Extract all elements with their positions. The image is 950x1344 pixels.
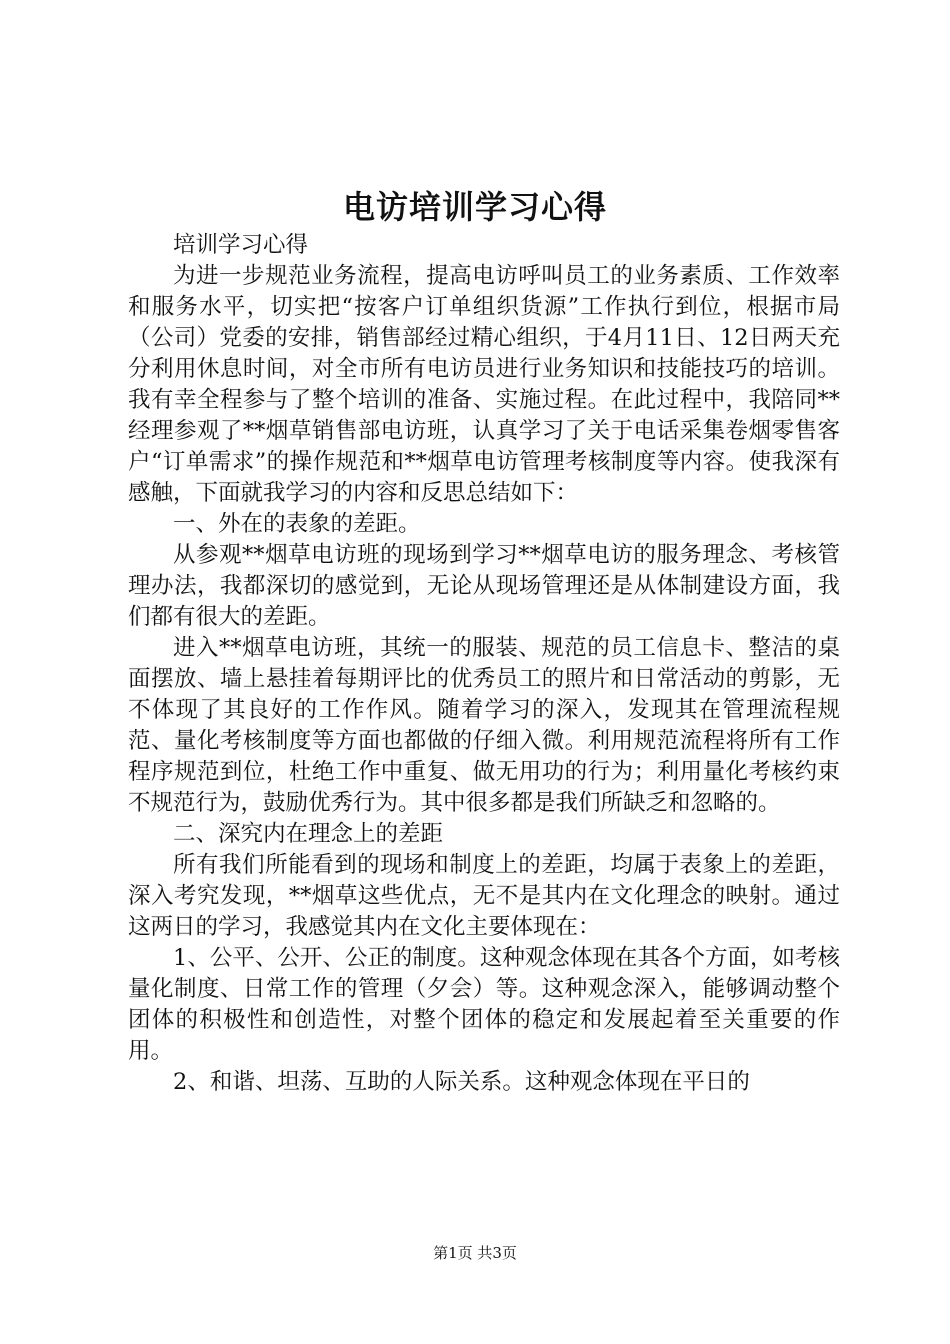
- section-heading-2: 二、深究内在理念上的差距: [173, 821, 444, 847]
- paragraph-subtitle: 培训学习心得: [173, 232, 309, 258]
- document-title: 电访培训学习心得: [342, 188, 607, 226]
- list-item: 1、公平、公开、公正的制度。这种观念体现在其各个方面，如考核量化制度、日常工作的管理（夕会）等。这种观念深入，能够调动整个团体的积极性和创造性，对整个团体的稳定和发展起着至关重要的作用。: [128, 945, 840, 1064]
- document-body: [128, 230, 840, 1098]
- list-item: 2、和谐、坦荡、互助的人际关系。这种观念体现在平日的: [173, 1069, 750, 1095]
- section-heading-1: 一、外在的表象的差距。: [173, 511, 421, 537]
- paragraph-intro: 为进一步规范业务流程，提高电访呼叫员工的业务素质、工作效率和服务水平，切实把“按客户订单组织货源”工作执行到位，根据市局（公司）党委的安排，销售部经过精心组织，于4月11日、12日两天充分利用休息时间，对全市所有电访员进行业务知识和技能技巧的培训。我有幸全程参与了整个培训的准备、实施过程。在此过程中，我陪同**经理参观了**烟草销售部电访班，认真学习了关于电话采集卷烟零售客户“订单需求”的操作规范和**烟草电访管理考核制度等内容。使我深有感触，下面就我学习的内容和反思总结如下：: [128, 263, 840, 506]
- paragraph: 进入**烟草电访班，其统一的服装、规范的员工信息卡、整洁的桌面摆放、墙上悬挂着每期评比的优秀员工的照片和日常活动的剪影，无不体现了其良好的工作作风。随着学习的深入，发现其在管理流程规范、量化考核制度等方面也都做的仔细入微。利用规范流程将所有工作程序规范到位，杜绝工作中重复、做无用功的行为；利用量化考核约束不规范行为，鼓励优秀行为。其中很多都是我们所缺乏和忽略的。: [128, 635, 840, 816]
- paragraph: 从参观**烟草电访班的现场到学习**烟草电访的服务理念、考核管理办法，我都深切的感觉到，无论从现场管理还是从体制建设方面，我们都有很大的差距。: [128, 542, 840, 630]
- paragraph: 所有我们所能看到的现场和制度上的差距，均属于表象上的差距，深入考究发现，**烟草这些优点，无不是其内在文化理念的映射。通过这两日的学习，我感觉其内在文化主要体现在：: [128, 852, 840, 940]
- page-footer: 第1页 共3页: [433, 1244, 517, 1262]
